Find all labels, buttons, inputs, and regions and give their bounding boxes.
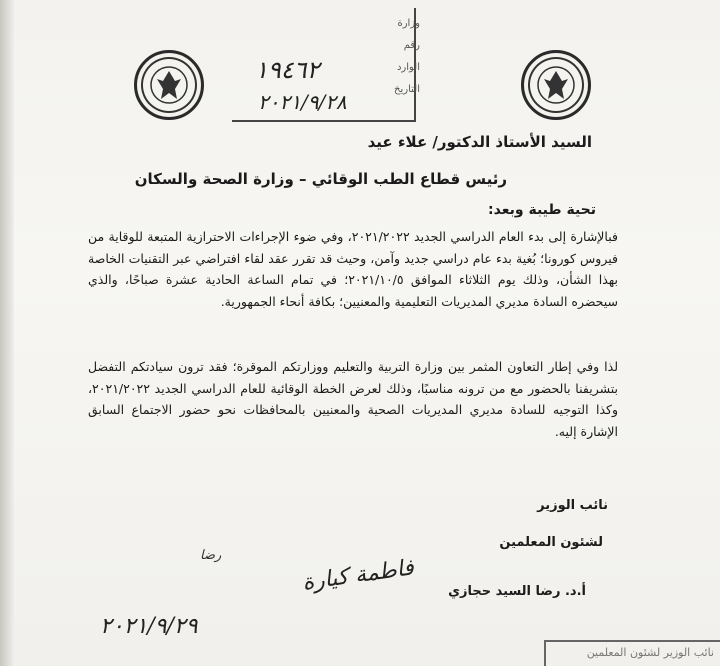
stamp-label: رقم	[403, 40, 420, 51]
bottom-stamp: نائب الوزير لشئون المعلمين	[544, 640, 720, 666]
body-paragraph-2: لذا وفي إطار التعاون المثمر بين وزارة التربية والتعليم ووزارتكم الموقرة؛ فقد ترون سيادتكم التفضل بتشريفنا بالحضور مع من ترونه مناسبًا، وذلك لعرض الخطة الوقائية للعام الدراسي الجديد ٢٠٢١/٢٠٢٢، وكذا التوجيه للسادة مديري المديريات الصحية والمعنيين بالمحافظات نحو حضور الاجتماع السابق الإشارة إليه.	[88, 359, 618, 439]
stamp-label: وزارة	[397, 18, 420, 29]
stamp-labels	[380, 18, 420, 106]
stamp-number: ١٩٤٦٢	[255, 56, 320, 84]
handwritten-note: فاطمة كيارة	[300, 555, 416, 596]
ministry-seal-right-icon	[521, 50, 591, 120]
ministry-seal-left-icon	[134, 50, 204, 120]
signature-department: لشئون المعلمين	[499, 535, 603, 550]
body-paragraph-1: فبالإشارة إلى بدء العام الدراسي الجديد ٢٠٢١/٢٠٢٢، وفي ضوء الإجراءات الاحترازية المتبعة للوقاية من فيروس كورونا؛ بُغية بدء عام دراسي جديد وآمن، وحيث قد تقرر عقد لقاء افتراضي عبر التقنيات الخاصة بهذا الشأن، وذلك يوم الثلاثاء الموافق ٢٠٢١/١٠/٥؛ في تمام الساعة الحادية عشرة صباحًا، والذي سيحضره السادة مديري المديريات التعليمية والمعنيين؛ بكافة أنحاء الجمهورية.	[88, 229, 618, 309]
addressee-title: رئيس قطاع الطب الوقائي – وزارة الصحة والسكان	[134, 170, 507, 188]
signature-scribble: رضا	[200, 548, 222, 563]
addressee-name: السيد الأستاذ الدكتور/ علاء عيد	[367, 133, 592, 151]
page-edge-shadow	[0, 0, 14, 666]
stamp-date: ٢٠٢١/٩/٢٨	[258, 90, 347, 114]
stamp-label: الوارد	[396, 62, 420, 73]
signatory-name: أ.د. رضا السيد حجازي	[448, 584, 586, 599]
handwritten-date: ٢٠٢١/٩/٢٩	[100, 614, 198, 639]
signature-title: نائب الوزير	[537, 498, 608, 513]
greeting: تحية طيبة وبعد:	[488, 202, 596, 218]
stamp-label: التاريخ	[394, 84, 420, 95]
